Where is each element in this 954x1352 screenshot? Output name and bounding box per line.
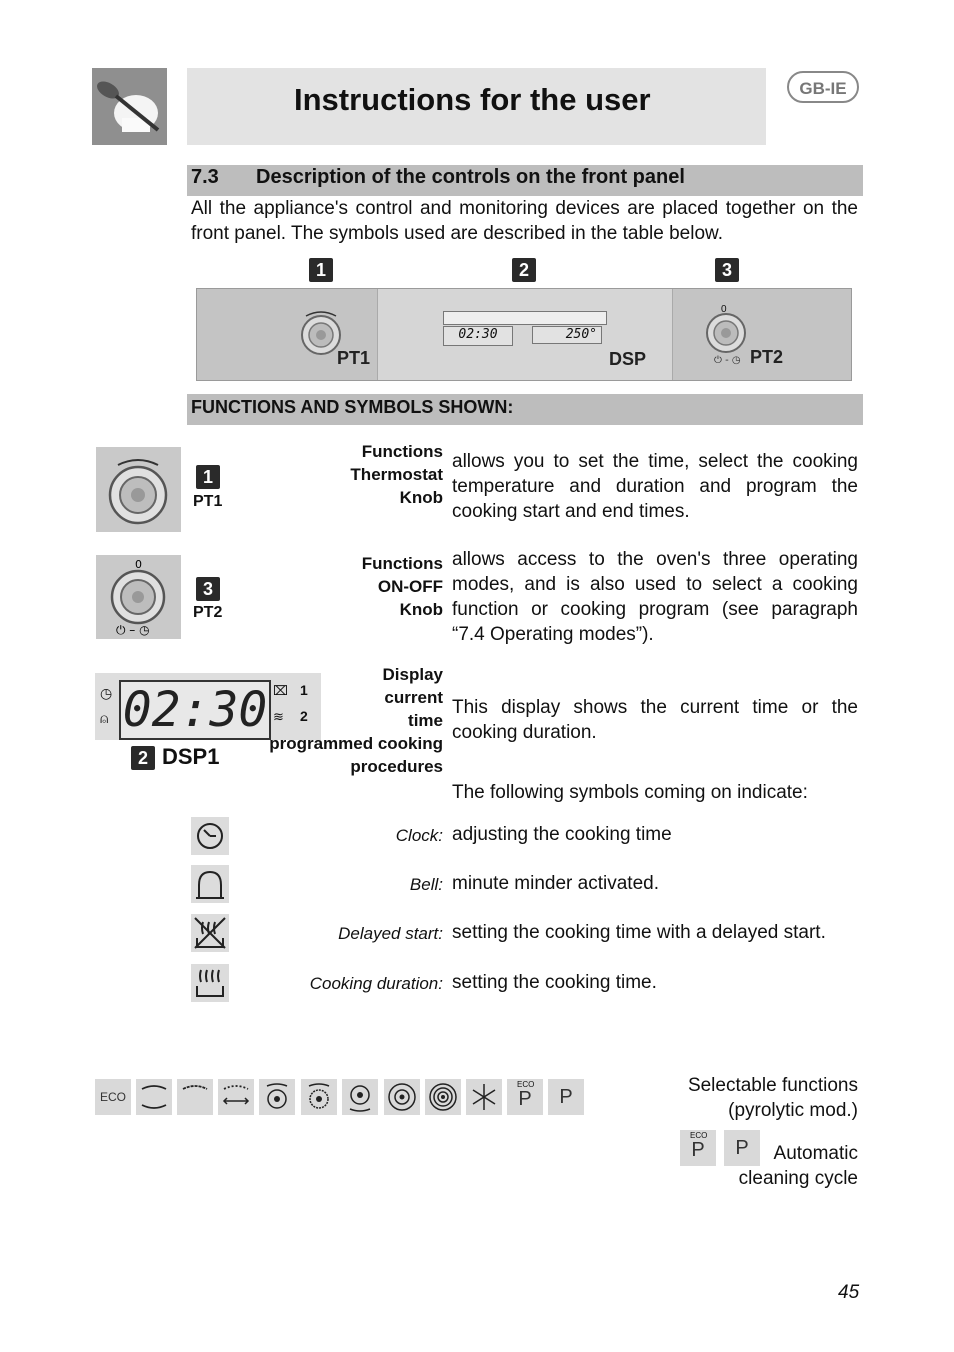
symbols-intro: The following symbols coming on indicate: <box>452 782 808 803</box>
symbol-term: Cooking duration: <box>309 974 443 993</box>
panel-label-dsp: DSP <box>609 349 647 369</box>
fan-bottom-icon <box>342 1079 378 1115</box>
cooking-duration-icon: ≋ <box>273 709 284 724</box>
section-number: 7.3 <box>191 166 219 188</box>
clock-icon: ◷ <box>100 685 113 701</box>
dsp1-digits: 02:30 <box>119 680 271 740</box>
on-off-knob-icon <box>96 555 181 639</box>
page-title: Instructions for the user <box>294 82 651 117</box>
control-term: Display current time programmed cooking procedures <box>269 665 443 776</box>
symbol-term: Bell: <box>409 875 443 894</box>
symbol-description: minute minder activated. <box>452 873 659 894</box>
eco-cleaning-icon: ECO P <box>680 1130 716 1166</box>
control-number: 3 <box>196 577 220 601</box>
top-element-icon <box>177 1079 213 1115</box>
page-number: 45 <box>838 1282 860 1303</box>
section-title: Description of the controls on the front panel <box>256 166 685 188</box>
display-mark: 1 <box>300 682 308 698</box>
control-number: 1 <box>196 465 220 489</box>
symbol-description: setting the cooking time with a delayed start. <box>452 922 826 943</box>
static-top-bottom-icon <box>136 1079 172 1115</box>
bell-icon: ⍝ <box>100 710 109 726</box>
selectable-functions-text: Selectable functions (pyrolytic mod.) <box>687 1075 858 1121</box>
marker-3: 3 <box>715 258 739 282</box>
logo <box>92 68 167 145</box>
spoon-and-chef-hat-icon <box>92 68 167 145</box>
fan-grill-icon <box>259 1079 295 1115</box>
control-code: PT1 <box>193 493 223 510</box>
eco-pyrolytic-icon: ECO P <box>507 1079 543 1115</box>
automatic-cleaning-text: Automatic cleaning cycle <box>738 1143 858 1189</box>
display-mark: 2 <box>300 708 308 724</box>
thermostat-knob-icon <box>96 447 181 532</box>
svg-text:⏻ – ◷: ⏻ – ◷ <box>116 623 150 637</box>
control-description: allows access to the oven's three operating modes, and is also used to select a cooking function or cooking program (see paragraph “7.4 Operating modes”). <box>452 549 858 645</box>
symbol-term: Clock: <box>395 826 443 845</box>
control-number: 2 <box>131 746 155 770</box>
marker-2: 2 <box>512 258 536 282</box>
panel-label-pt1: PT1 <box>337 348 371 368</box>
control-code: DSP1 <box>162 744 220 769</box>
symbol-description: adjusting the cooking time <box>452 824 672 845</box>
control-description: This display shows the current time or the cooking duration. <box>452 697 858 743</box>
language-badge: GB-IE <box>787 71 859 103</box>
panel-time-display: 02:30 <box>443 326 513 346</box>
symbol-description: setting the cooking time. <box>452 972 657 993</box>
control-term: Functions Thermostat Knob <box>350 442 443 507</box>
panel-label-pt2: PT2 <box>750 347 784 367</box>
knob-zero-mark: 0 <box>721 304 727 315</box>
marker-1: 1 <box>309 258 333 282</box>
panel-function-strip <box>443 311 607 325</box>
control-term: Functions ON-OFF Knob <box>361 554 443 619</box>
defrost-snowflake-icon <box>466 1079 502 1115</box>
symbol-term: Delayed start: <box>338 924 443 943</box>
fan-top-icon <box>301 1079 337 1115</box>
pt1-knob-image <box>96 447 181 532</box>
delayed-start-icon: ⌧ <box>273 683 288 698</box>
intro-text: All the appliance's control and monitoring devices are placed together on the front panel. The symbols used are described in the table below. <box>191 198 858 244</box>
grill-icon <box>218 1079 254 1115</box>
knob-pt2-icon <box>701 306 751 368</box>
control-description: allows you to set the time, select the cooking temperature and duration and program the cooking start and end times. <box>452 451 858 522</box>
functions-title: FUNCTIONS AND SYMBOLS SHOWN: <box>191 397 514 417</box>
panel-temp-display: 250° <box>532 326 602 344</box>
eco-function-icon: ECO <box>95 1079 131 1115</box>
svg-text:0: 0 <box>135 558 142 571</box>
pyrolytic-icon: P <box>548 1079 584 1115</box>
circulaire-icon <box>425 1079 461 1115</box>
cleaning-icon: P <box>724 1130 760 1166</box>
fan-assisted-icon <box>384 1079 420 1115</box>
control-code: PT2 <box>193 604 223 621</box>
pt2-knob-image <box>96 555 181 639</box>
svg-text:⏻ - ◷: ⏻ - ◷ <box>714 355 741 366</box>
